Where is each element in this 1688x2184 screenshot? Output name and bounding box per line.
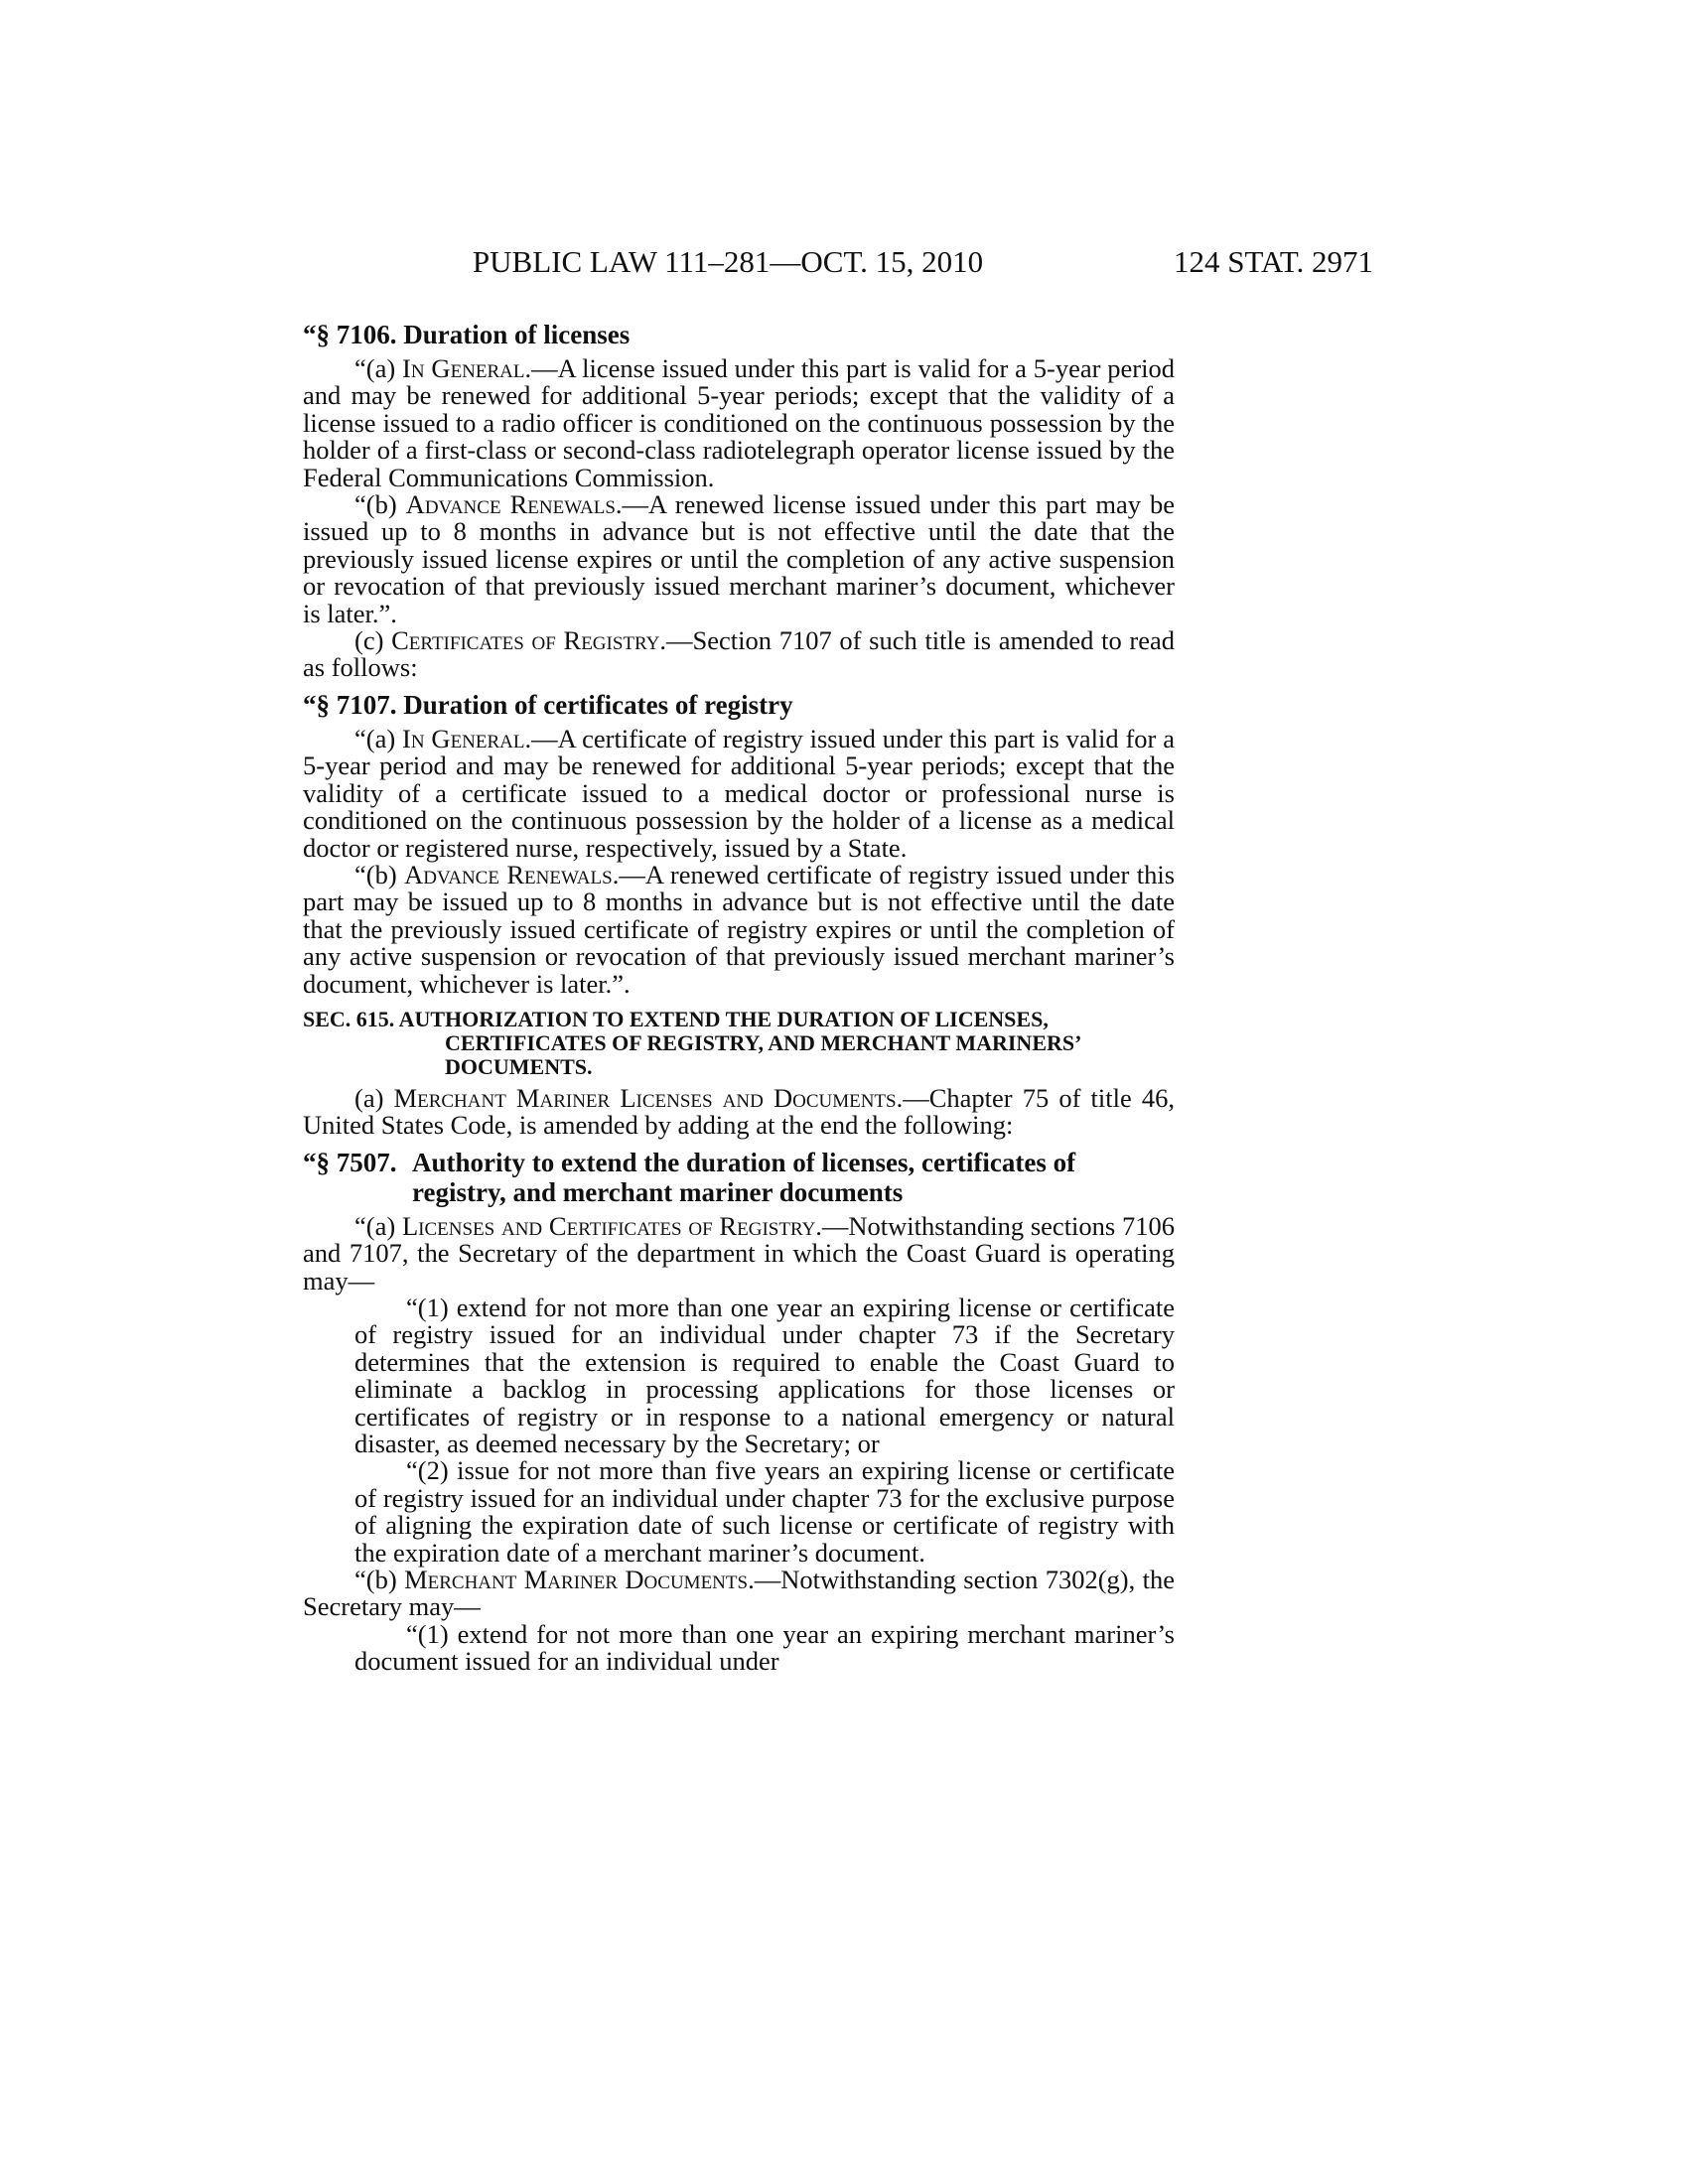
section-7107-subsection-b (303, 859, 1176, 999)
subsection-caption: In General. (402, 723, 532, 753)
section-7107-subsection-a (303, 723, 1175, 863)
document-body (303, 316, 1175, 1676)
subsection-caption: Certificates of Registry. (391, 625, 666, 656)
subsection-text: —A renewed certificate of registry issued under this part may be issued up to 8 months in advance but is not effective until the date that the previously issued certificate of registry expires or until the completion of any active suspension or revocation of that previously issued merchant mariner’s document, whichever is later.”. (303, 859, 1176, 999)
subsection-text: —A certificate of registry issued under this part is valid for a 5-year period and may be renewed for additional 5-year periods; except that the validity of a certificate issued to a medical doctor or professional nurse is conditioned on the continuous possession by the holder of a license as a medical doctor or registered nurse, respectively, issued by a State. (303, 723, 1175, 863)
subsection-caption: Advance Renewals. (405, 489, 623, 520)
running-header (430, 242, 1373, 282)
subsection-text: —Chapter 75 of title 46, United States Code, is amended by adding at the end the following: (303, 1082, 1175, 1141)
subsection-marker: “(a) (354, 723, 403, 753)
subsection-text: —Notwithstanding sections 7106 and 7107, the Secretary of the department in which the Coast Guard is operating may— (303, 1210, 1175, 1296)
section-7107-heading: “§ 7107. Duration of certificates of registry (303, 689, 793, 720)
section-7507-subsection-a (303, 1210, 1175, 1296)
amendment-subsection-c (303, 627, 1175, 682)
subsection-text: —A license issued under this part is valid for a 5-year period and may be renewed for additional 5-year periods; except that the validity of a license issued to a radio officer is conditioned on the continuous possession by the holder of a first-class or second-class radiotelegraph operator license issued by the Federal Communications Commission. (303, 353, 1175, 492)
section-7106-subsection-b (303, 491, 1175, 627)
section-7507-title: Authority to extend the duration of licenses, certificates of registry, and merchant mariner documents (412, 1147, 1076, 1207)
subsection-marker: (a) (354, 1082, 394, 1113)
subsection-text: —Notwithstanding section 7302(g), the Secretary may— (303, 1565, 1176, 1622)
section-7106-subsection-a (303, 355, 1175, 491)
section-7507-paragraph-a1: “(1) extend for not more than one year an expiring license or certificate of registry issued for an individual under chapter 73 if the Secretary determines that the extension is required to enable the Coast Guard to eliminate a backlog in processing applications for those licenses or certificates of registry or in response to a national emergency or natural disaster, as deemed necessary by the Secretary; or (354, 1292, 1175, 1458)
subsection-marker: “(b) (354, 489, 406, 520)
subsection-marker: “(a) (354, 1210, 402, 1241)
subsection-caption: Merchant Mariner Documents. (404, 1565, 755, 1595)
subsection-marker: “(a) (354, 353, 403, 383)
section-615-subsection-a (303, 1082, 1175, 1141)
statute-page-number: 124 STAT. 2971 (1173, 244, 1373, 279)
section-7507-paragraph-b1: “(1) extend for not more than one year an expiring merchant mariner’s document issued for an individual under (354, 1618, 1175, 1677)
subsection-marker: “(b) (354, 1565, 405, 1595)
subsection-caption: Advance Renewals. (404, 859, 620, 889)
subsection-caption: Merchant Mariner Licenses and Documents. (393, 1082, 904, 1113)
section-7507-heading (303, 1148, 1175, 1207)
subsection-caption: Licenses and Certificates of Registry. (401, 1210, 822, 1241)
section-symbol: “§ 7507. (303, 1147, 397, 1177)
section-7507-paragraph-a2: “(2) issue for not more than five years an expiring license or certificate of registry issued for an individual under chapter 73 for the exclusive purpose of aligning the expiration date of such license or certificate of registry with the expiration date of a merchant mariner’s document. (354, 1455, 1175, 1568)
subsection-text: —Section 7107 of such title is amended to read as follows: (303, 625, 1175, 683)
section-7106-heading: “§ 7106. Duration of licenses (303, 320, 631, 349)
subsection-marker: “(b) (354, 859, 405, 889)
public-law-title: PUBLIC LAW 111–281—OCT. 15, 2010 (472, 244, 984, 279)
section-7507-subsection-b (303, 1567, 1175, 1621)
subsection-marker: (c) (354, 625, 392, 656)
section-615-heading: SEC. 615. AUTHORIZATION TO EXTEND THE DURATION OF LICENSES, CERTIFICATES OF REGISTRY, AND MERCHANT MARINERS’ DOCUMENTS. (303, 1006, 1080, 1079)
subsection-caption: In General. (402, 353, 532, 383)
subsection-text: —A renewed license issued under this part may be issued up to 8 months in advance but is not effective until the date that the previously issued license expires or until the completion of any active suspension or revocation of that previously issued merchant mariner’s document, whichever is later.”. (303, 489, 1175, 628)
